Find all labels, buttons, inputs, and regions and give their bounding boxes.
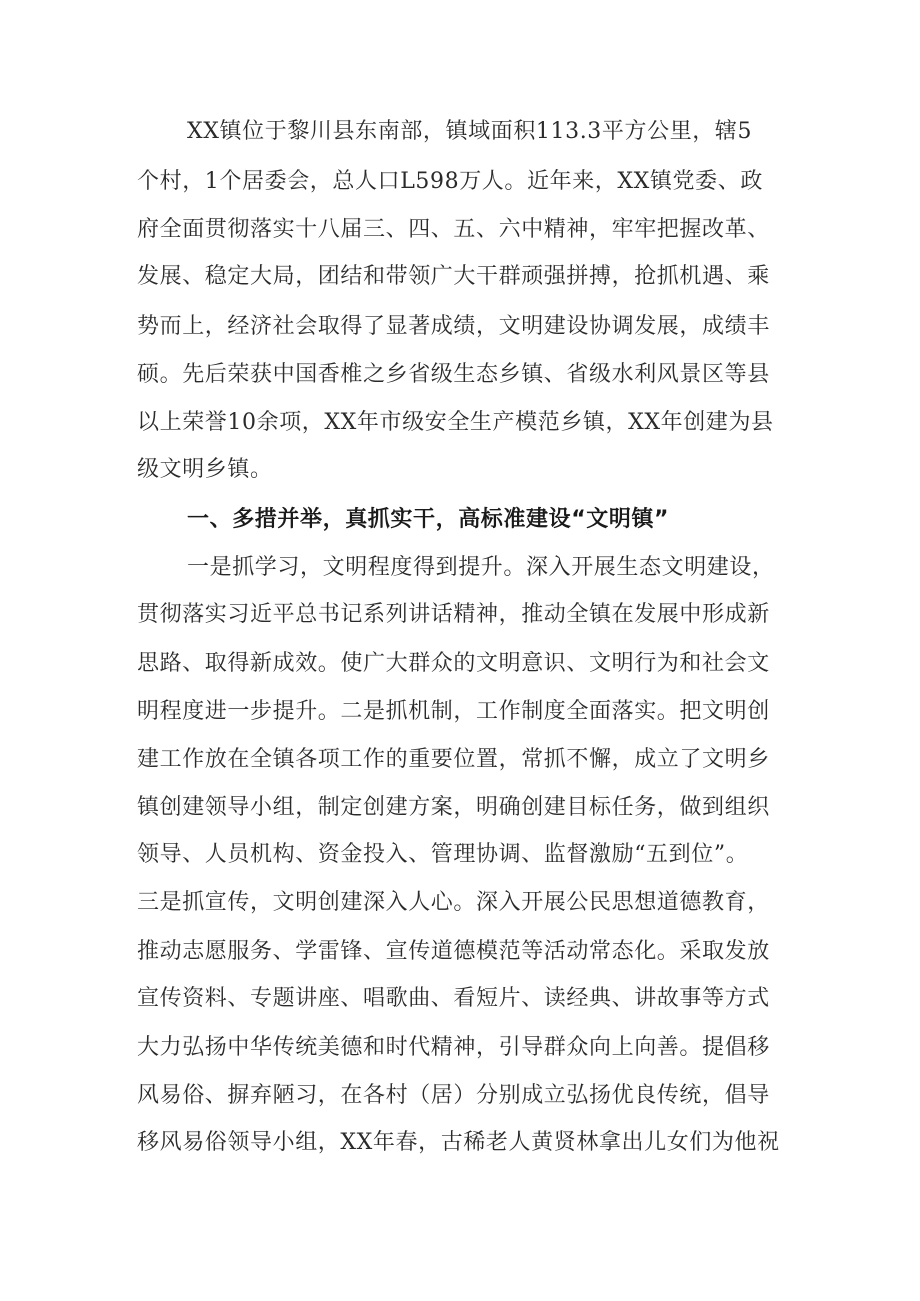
paragraph-2-line-6: 镇创建领导小组，制定创建方案，明确创建目标任务，做到组织 xyxy=(137,795,770,820)
paragraph-2-line-4: 明程度进一步提升。二是抓机制，工作制度全面落实。把文明创 xyxy=(137,699,770,724)
paragraph-2-line-5: 建工作放在全镇各项工作的重要位置，常抓不懈，成立了文明乡 xyxy=(137,747,770,772)
paragraph-1-line-5: 势而上，经济社会取得了显著成绩，文明建设协调发展，成绩丰 xyxy=(137,314,770,339)
paragraph-1-line-3: 府全面贯彻落实十八届三、四、五、六中精神，牢牢把握改革、 xyxy=(137,217,770,242)
paragraph-2-line-3: 思路、取得新成效。使广大群众的文明意识、文明行为和社会文 xyxy=(137,651,770,676)
paragraph-1-line-8: 级文明乡镇。 xyxy=(137,457,273,482)
paragraph-1-line-7: 以上荣誉10余项，XX年市级安全生产模范乡镇，XX年创建为县 xyxy=(137,410,774,435)
paragraph-1-line-4: 发展、稳定大局，团结和带领广大干群顽强拼搏，抢抓机遇、乘 xyxy=(137,264,770,289)
paragraph-2-line-11: 大力弘扬中华传统美德和时代精神，引导群众向上向善。提倡移 xyxy=(137,1035,770,1060)
paragraph-2-line-1: 一是抓学习，文明程度得到提升。深入开展生态文明建设， xyxy=(187,555,775,580)
paragraph-1-line-2: 个村，1个居委会，总人口L598万人。近年来，XX镇党委、政 xyxy=(137,169,763,194)
paragraph-1-line-6: 硕。先后荣获中国香椎之乡省级生态乡镇、省级水利风景区等县 xyxy=(137,362,770,387)
paragraph-2-line-12: 风易俗、摒弃陋习，在各村（居）分别成立弘扬优良传统，倡导 xyxy=(137,1083,770,1108)
paragraph-2-line-10: 宣传资料、专题讲座、唱歌曲、看短片、读经典、讲故事等方式 xyxy=(137,986,770,1011)
paragraph-2-line-9: 推动志愿服务、学雷锋、宣传道德模范等活动常态化。采取发放 xyxy=(137,939,770,964)
paragraph-2-line-7: 领导、人员机构、资金投入、管理协调、监督激励“五到位”。 xyxy=(137,842,749,867)
paragraph-2-line-8: 三是抓宣传，文明创建深入人心。深入开展公民思想道德教育， xyxy=(137,890,770,915)
paragraph-1-line-1: XX镇位于黎川县东南部，镇域面积113.3平方公里，辖5 xyxy=(187,119,753,144)
paragraph-2-line-13: 移风易俗领导小组，XX年春，古稀老人黄贤林拿出儿女们为他祝 xyxy=(137,1130,780,1155)
paragraph-2-line-2: 贯彻落实习近平总书记系列讲话精神，推动全镇在发展中形成新 xyxy=(137,602,770,627)
section-heading: 一、多措并举，真抓实干，高标准建设“文明镇” xyxy=(187,507,670,532)
